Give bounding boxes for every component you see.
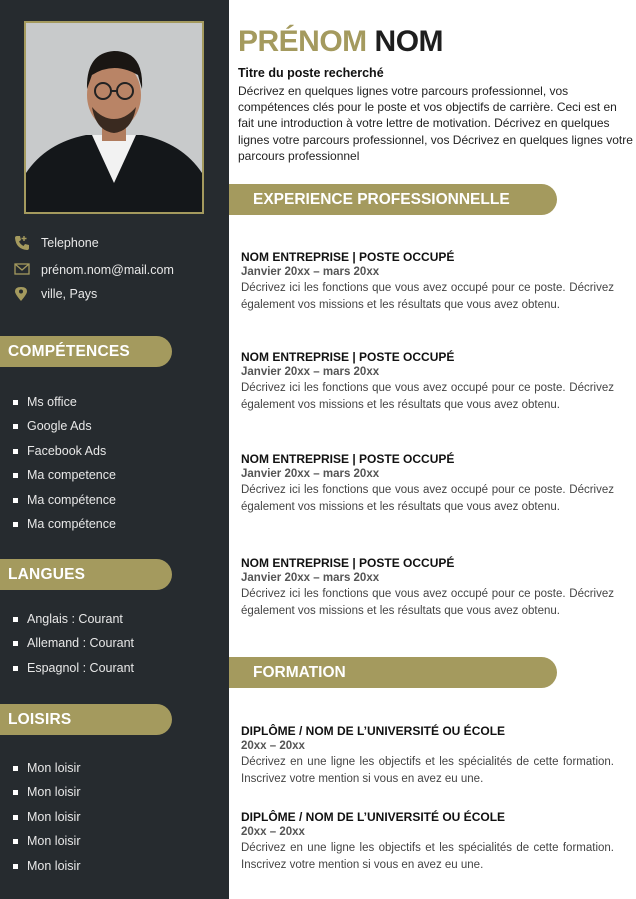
entry-text: Décrivez ici les fonctions que vous avez occupé pour ce poste. Décrivez également vos missions et les résultats que vous avez obtenu. <box>241 282 614 311</box>
list-item: Facebook Ads <box>0 439 116 463</box>
entry-dates: Janvier 20xx – mars 20xx <box>241 468 380 480</box>
mail-icon <box>14 262 32 278</box>
last-name: NOM <box>374 25 444 58</box>
langues-list <box>0 607 134 680</box>
competences-heading: COMPÉTENCES <box>0 336 172 367</box>
entry-dates: Janvier 20xx – mars 20xx <box>241 266 380 278</box>
langues-heading: LANGUES <box>0 559 172 590</box>
list-item: Mon loisir <box>0 756 81 780</box>
list-item: Mon loisir <box>0 829 81 853</box>
list-item: Allemand : Courant <box>0 631 134 655</box>
entry-text: Décrivez ici les fonctions que vous avez occupé pour ce poste. Décrivez également vos missions et les résultats que vous avez obtenu. <box>241 382 614 411</box>
list-item: Ms office <box>0 390 116 414</box>
entry-heading: NOM ENTREPRISE | POSTE OCCUPÉ <box>241 350 455 364</box>
loisirs-list <box>0 756 81 878</box>
entry-heading: DIPLÔME / NOM DE L’UNIVERSITÉ OU ÉCOLE <box>241 724 506 738</box>
sidebar <box>0 0 229 899</box>
experience-entry <box>241 249 614 313</box>
phone-text: Telephone <box>41 236 99 250</box>
job-title: Titre du poste recherché <box>238 66 384 80</box>
entry-heading: NOM ENTREPRISE | POSTE OCCUPÉ <box>241 250 455 264</box>
list-item: Ma compétence <box>0 488 116 512</box>
entry-text: Décrivez ici les fonctions que vous avez occupé pour ce poste. Décrivez également vos missions et les résultats que vous avez obtenu. <box>241 588 614 617</box>
experience-entry <box>241 555 614 619</box>
full-name <box>238 25 443 59</box>
entry-heading: NOM ENTREPRISE | POSTE OCCUPÉ <box>241 556 455 570</box>
portrait-image <box>26 23 202 212</box>
loisirs-heading: LOISIRS <box>0 704 172 735</box>
list-item: Anglais : Courant <box>0 607 134 631</box>
list-item: Mon loisir <box>0 780 81 804</box>
list-item: Mon loisir <box>0 854 81 878</box>
entry-text: Décrivez en une ligne les objectifs et les spécialités de cette formation. Inscrivez votre mention si vous en avez eu une. <box>241 756 614 785</box>
list-item: Ma competence <box>0 463 116 487</box>
list-item: Ma compétence <box>0 512 116 536</box>
location-text: ville, Pays <box>41 287 98 301</box>
entry-text: Décrivez ici les fonctions que vous avez occupé pour ce poste. Décrivez également vos missions et les résultats que vous avez obtenu. <box>241 484 614 513</box>
entry-heading: NOM ENTREPRISE | POSTE OCCUPÉ <box>241 452 455 466</box>
experience-entry <box>241 451 614 515</box>
formation-entry <box>241 723 614 787</box>
entry-heading: DIPLÔME / NOM DE L’UNIVERSITÉ OU ÉCOLE <box>241 810 506 824</box>
entry-dates: Janvier 20xx – mars 20xx <box>241 572 380 584</box>
entry-dates: 20xx – 20xx <box>241 826 305 838</box>
list-item: Mon loisir <box>0 805 81 829</box>
entry-dates: 20xx – 20xx <box>241 740 305 752</box>
email-text: prénom.nom@mail.com <box>41 263 174 277</box>
entry-dates: Janvier 20xx – mars 20xx <box>241 366 380 378</box>
entry-text: Décrivez en une ligne les objectifs et les spécialités de cette formation. Inscrivez votre mention si vous en avez eu une. <box>241 842 614 871</box>
location-pin-icon <box>14 286 32 302</box>
experience-heading: EXPERIENCE PROFESSIONNELLE <box>229 184 557 215</box>
list-item: Espagnol : Courant <box>0 656 134 680</box>
intro-paragraph: Décrivez en quelques lignes votre parcours professionnel, vos compétences clés pour le poste et vos objectifs de carrière. Ceci est en fait une introduction à votre lettre de motivation. Décrivez en quelques lignes votre parcours professionnel, vos Décrivez en quelques lignes votre parcours professionnel <box>238 84 633 163</box>
first-name: PRÉNOM <box>238 25 367 58</box>
main-content <box>229 0 636 899</box>
experience-entry <box>241 349 614 413</box>
competences-list <box>0 390 116 536</box>
phone-icon <box>14 235 32 251</box>
profile-photo <box>24 21 204 214</box>
list-item: Google Ads <box>0 414 116 438</box>
formation-entry <box>241 809 614 873</box>
formation-heading: FORMATION <box>229 657 557 688</box>
